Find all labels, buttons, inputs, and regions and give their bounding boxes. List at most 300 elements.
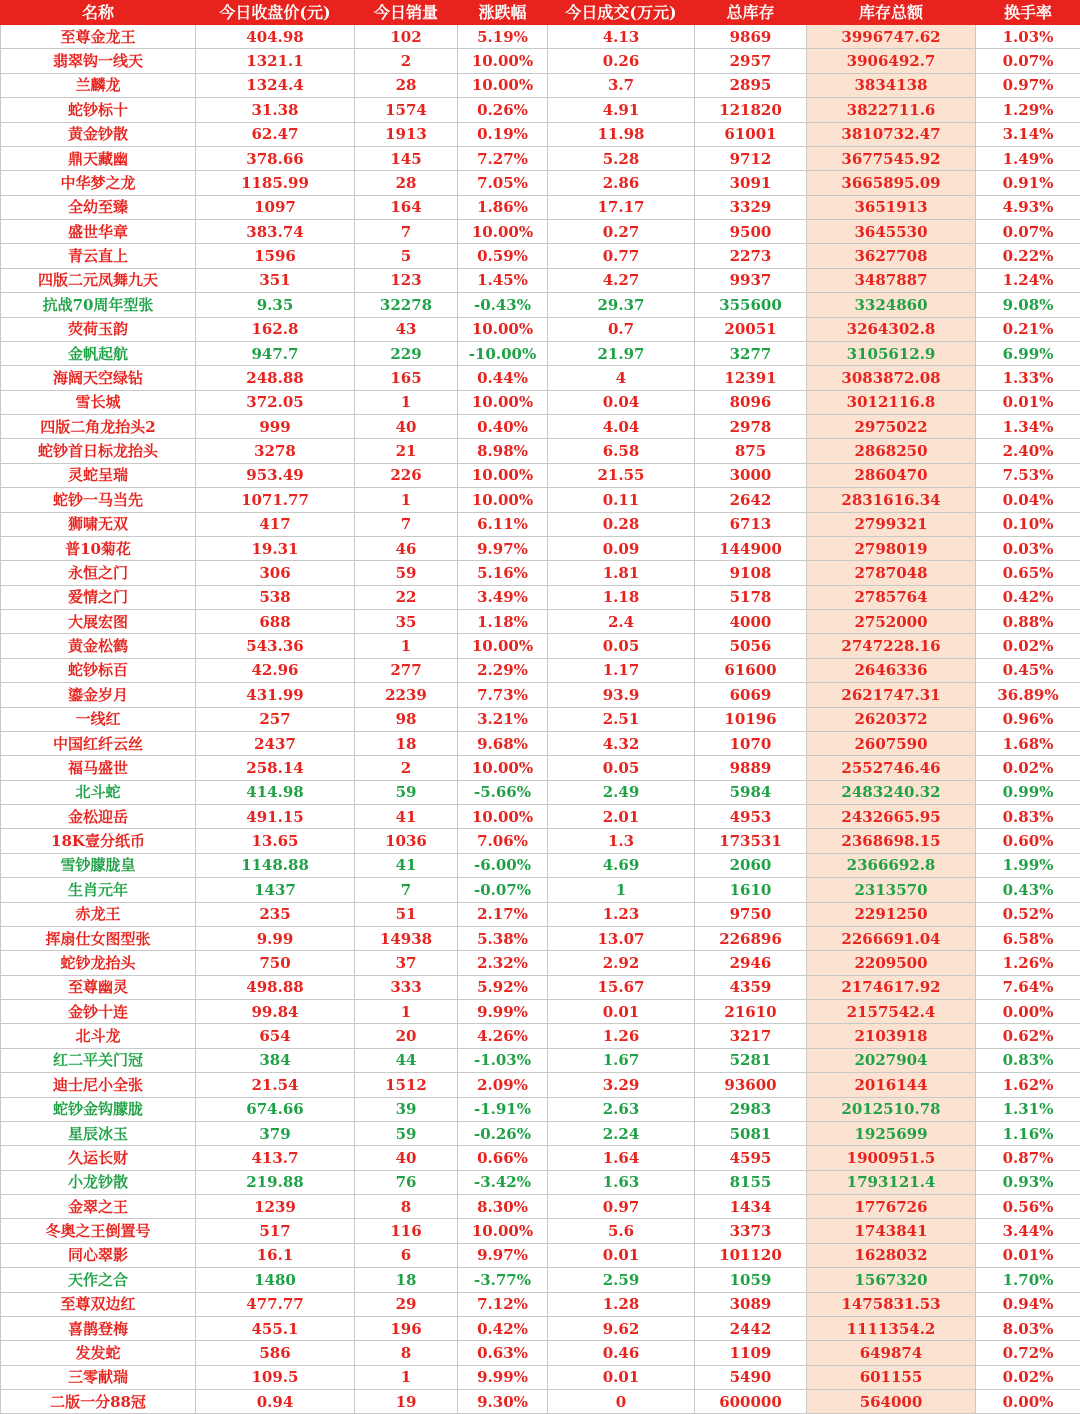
- cell-name: 蛇钞龙抬头: [1, 951, 196, 975]
- cell-name: 翡翠钩一线天: [1, 49, 196, 73]
- cell-sales-volume: 1036: [355, 829, 458, 853]
- cell-total-stock: 9937: [695, 268, 807, 292]
- cell-stock-total-value: 2483240.32: [807, 780, 976, 804]
- cell-total-stock: 600000: [695, 1390, 807, 1414]
- table-row: [1, 146, 1080, 170]
- table-row: [1, 317, 1080, 341]
- cell-total-stock: 1059: [695, 1268, 807, 1292]
- cell-turnover-amount: 15.67: [548, 975, 695, 999]
- cell-sales-volume: 14938: [355, 926, 458, 950]
- cell-turnover-amount: 0.09: [548, 536, 695, 560]
- cell-total-stock: 9889: [695, 756, 807, 780]
- table-row: [1, 122, 1080, 146]
- cell-close-price: 543.36: [196, 634, 355, 658]
- cell-stock-total-value: 1628032: [807, 1243, 976, 1267]
- cell-change-pct: -0.43%: [458, 293, 548, 317]
- cell-change-pct: 7.06%: [458, 829, 548, 853]
- cell-turnover-amount: 0.01: [548, 1243, 695, 1267]
- cell-name: 北斗蛇: [1, 780, 196, 804]
- cell-turnover-rate: 0.87%: [976, 1146, 1080, 1170]
- cell-total-stock: 8096: [695, 390, 807, 414]
- cell-sales-volume: 7: [355, 512, 458, 536]
- cell-change-pct: 10.00%: [458, 805, 548, 829]
- cell-close-price: 1239: [196, 1195, 355, 1219]
- cell-total-stock: 121820: [695, 98, 807, 122]
- table-row: [1, 341, 1080, 365]
- cell-close-price: 455.1: [196, 1316, 355, 1340]
- cell-turnover-rate: 7.64%: [976, 975, 1080, 999]
- cell-sales-volume: 1: [355, 634, 458, 658]
- cell-name: 星辰冰玉: [1, 1121, 196, 1145]
- cell-change-pct: 5.19%: [458, 25, 548, 49]
- cell-total-stock: 61600: [695, 658, 807, 682]
- cell-name: 至尊双边红: [1, 1292, 196, 1316]
- table-row: [1, 1243, 1080, 1267]
- cell-name: 兰麟龙: [1, 73, 196, 97]
- cell-total-stock: 4953: [695, 805, 807, 829]
- cell-sales-volume: 165: [355, 366, 458, 390]
- cell-close-price: 688: [196, 610, 355, 634]
- cell-name: 挥扇仕女图型张: [1, 926, 196, 950]
- cell-name: 普10菊花: [1, 536, 196, 560]
- cell-stock-total-value: 649874: [807, 1341, 976, 1365]
- cell-stock-total-value: 2975022: [807, 415, 976, 439]
- cell-turnover-amount: 9.62: [548, 1316, 695, 1340]
- cell-sales-volume: 333: [355, 975, 458, 999]
- cell-sales-volume: 20: [355, 1024, 458, 1048]
- cell-sales-volume: 7: [355, 878, 458, 902]
- cell-close-price: 235: [196, 902, 355, 926]
- cell-name: 雪长城: [1, 390, 196, 414]
- cell-total-stock: 93600: [695, 1073, 807, 1097]
- cell-close-price: 1596: [196, 244, 355, 268]
- cell-name: 雪钞朦胧皇: [1, 853, 196, 877]
- cell-close-price: 21.54: [196, 1073, 355, 1097]
- cell-name: 小龙钞散: [1, 1170, 196, 1194]
- cell-turnover-rate: 0.52%: [976, 902, 1080, 926]
- cell-turnover-amount: 2.24: [548, 1121, 695, 1145]
- cell-stock-total-value: 3324860: [807, 293, 976, 317]
- cell-turnover-rate: 8.03%: [976, 1316, 1080, 1340]
- cell-close-price: 1321.1: [196, 49, 355, 73]
- cell-change-pct: -0.07%: [458, 878, 548, 902]
- cell-close-price: 1324.4: [196, 73, 355, 97]
- cell-sales-volume: 123: [355, 268, 458, 292]
- cell-turnover-amount: 6.58: [548, 439, 695, 463]
- cell-close-price: 248.88: [196, 366, 355, 390]
- cell-sales-volume: 59: [355, 561, 458, 585]
- cell-turnover-amount: 0.77: [548, 244, 695, 268]
- cell-turnover-amount: 29.37: [548, 293, 695, 317]
- table-row: [1, 805, 1080, 829]
- cell-turnover-rate: 3.14%: [976, 122, 1080, 146]
- cell-stock-total-value: 3083872.08: [807, 366, 976, 390]
- cell-sales-volume: 18: [355, 1268, 458, 1292]
- cell-sales-volume: 5: [355, 244, 458, 268]
- cell-turnover-amount: 0: [548, 1390, 695, 1414]
- cell-sales-volume: 229: [355, 341, 458, 365]
- cell-sales-volume: 6: [355, 1243, 458, 1267]
- cell-stock-total-value: 2785764: [807, 585, 976, 609]
- table-row: [1, 1121, 1080, 1145]
- cell-sales-volume: 37: [355, 951, 458, 975]
- cell-stock-total-value: 3645530: [807, 220, 976, 244]
- cell-turnover-rate: 0.07%: [976, 220, 1080, 244]
- cell-turnover-rate: 0.03%: [976, 536, 1080, 560]
- cell-name: 狮啸无双: [1, 512, 196, 536]
- cell-sales-volume: 51: [355, 902, 458, 926]
- cell-change-pct: 9.97%: [458, 1243, 548, 1267]
- cell-name: 四版二元凤舞九天: [1, 268, 196, 292]
- cell-change-pct: 2.29%: [458, 658, 548, 682]
- table-row: [1, 1073, 1080, 1097]
- cell-total-stock: 2273: [695, 244, 807, 268]
- table-row: [1, 366, 1080, 390]
- cell-sales-volume: 40: [355, 1146, 458, 1170]
- cell-name: 蛇钞标百: [1, 658, 196, 682]
- cell-stock-total-value: 1111354.2: [807, 1316, 976, 1340]
- cell-change-pct: 2.17%: [458, 902, 548, 926]
- cell-name: 爱情之门: [1, 585, 196, 609]
- cell-close-price: 517: [196, 1219, 355, 1243]
- cell-stock-total-value: 2157542.4: [807, 1000, 976, 1024]
- cell-total-stock: 10196: [695, 707, 807, 731]
- cell-turnover-rate: 1.31%: [976, 1097, 1080, 1121]
- cell-stock-total-value: 3810732.47: [807, 122, 976, 146]
- cell-change-pct: 5.92%: [458, 975, 548, 999]
- cell-close-price: 383.74: [196, 220, 355, 244]
- table-row: [1, 220, 1080, 244]
- cell-name: 青云直上: [1, 244, 196, 268]
- cell-sales-volume: 40: [355, 415, 458, 439]
- cell-change-pct: -0.26%: [458, 1121, 548, 1145]
- table-row: [1, 1048, 1080, 1072]
- cell-close-price: 404.98: [196, 25, 355, 49]
- cell-turnover-rate: 0.97%: [976, 73, 1080, 97]
- cell-total-stock: 3329: [695, 195, 807, 219]
- cell-turnover-amount: 21.55: [548, 463, 695, 487]
- cell-close-price: 1185.99: [196, 171, 355, 195]
- cell-turnover-rate: 6.99%: [976, 341, 1080, 365]
- cell-turnover-rate: 1.49%: [976, 146, 1080, 170]
- table-row: [1, 658, 1080, 682]
- cell-turnover-rate: 0.04%: [976, 488, 1080, 512]
- cell-turnover-rate: 1.33%: [976, 366, 1080, 390]
- cell-name: 二版一分88冠: [1, 1390, 196, 1414]
- cell-stock-total-value: 1743841: [807, 1219, 976, 1243]
- cell-turnover-amount: 4.32: [548, 731, 695, 755]
- cell-close-price: 62.47: [196, 122, 355, 146]
- cell-stock-total-value: 2607590: [807, 731, 976, 755]
- cell-sales-volume: 164: [355, 195, 458, 219]
- cell-sales-volume: 35: [355, 610, 458, 634]
- cell-sales-volume: 28: [355, 171, 458, 195]
- cell-name: 蛇钞标十: [1, 98, 196, 122]
- table-row: [1, 488, 1080, 512]
- cell-total-stock: 61001: [695, 122, 807, 146]
- cell-sales-volume: 1512: [355, 1073, 458, 1097]
- cell-stock-total-value: 1925699: [807, 1121, 976, 1145]
- cell-name: 至尊幽灵: [1, 975, 196, 999]
- cell-turnover-rate: 1.26%: [976, 951, 1080, 975]
- table-row: [1, 1000, 1080, 1024]
- column-header-turnover-rate: 换手率: [976, 1, 1080, 25]
- cell-sales-volume: 8: [355, 1195, 458, 1219]
- cell-total-stock: 1070: [695, 731, 807, 755]
- cell-turnover-rate: 1.03%: [976, 25, 1080, 49]
- cell-total-stock: 1109: [695, 1341, 807, 1365]
- cell-close-price: 378.66: [196, 146, 355, 170]
- cell-turnover-amount: 2.86: [548, 171, 695, 195]
- cell-turnover-amount: 0.05: [548, 756, 695, 780]
- cell-name: 至尊金龙王: [1, 25, 196, 49]
- cell-change-pct: -5.66%: [458, 780, 548, 804]
- cell-name: 迪士尼小全张: [1, 1073, 196, 1097]
- cell-close-price: 947.7: [196, 341, 355, 365]
- cell-stock-total-value: 601155: [807, 1365, 976, 1389]
- cell-stock-total-value: 3264302.8: [807, 317, 976, 341]
- cell-total-stock: 5281: [695, 1048, 807, 1072]
- cell-change-pct: 8.98%: [458, 439, 548, 463]
- cell-turnover-rate: 1.62%: [976, 1073, 1080, 1097]
- cell-close-price: 13.65: [196, 829, 355, 853]
- cell-turnover-amount: 1.17: [548, 658, 695, 682]
- cell-total-stock: 6069: [695, 683, 807, 707]
- cell-turnover-rate: 0.01%: [976, 1243, 1080, 1267]
- cell-sales-volume: 1: [355, 1000, 458, 1024]
- cell-name: 盛世华章: [1, 220, 196, 244]
- cell-change-pct: 1.18%: [458, 610, 548, 634]
- column-header-total-stock: 总库存: [695, 1, 807, 25]
- cell-turnover-amount: 4.27: [548, 268, 695, 292]
- cell-turnover-rate: 6.58%: [976, 926, 1080, 950]
- cell-close-price: 1071.77: [196, 488, 355, 512]
- cell-close-price: 9.99: [196, 926, 355, 950]
- cell-name: 鎏金岁月: [1, 683, 196, 707]
- cell-total-stock: 5178: [695, 585, 807, 609]
- cell-close-price: 379: [196, 1121, 355, 1145]
- cell-name: 福马盛世: [1, 756, 196, 780]
- cell-stock-total-value: 3012116.8: [807, 390, 976, 414]
- cell-turnover-rate: 0.02%: [976, 1365, 1080, 1389]
- cell-sales-volume: 43: [355, 317, 458, 341]
- cell-stock-total-value: 2174617.92: [807, 975, 976, 999]
- table-row: [1, 1292, 1080, 1316]
- cell-sales-volume: 102: [355, 25, 458, 49]
- cell-total-stock: 5056: [695, 634, 807, 658]
- cell-name: 一线红: [1, 707, 196, 731]
- cell-change-pct: 0.63%: [458, 1341, 548, 1365]
- cell-turnover-amount: 5.6: [548, 1219, 695, 1243]
- cell-change-pct: 10.00%: [458, 317, 548, 341]
- cell-turnover-rate: 0.83%: [976, 805, 1080, 829]
- cell-sales-volume: 1: [355, 488, 458, 512]
- table-row: [1, 1195, 1080, 1219]
- cell-name: 红二平关门冠: [1, 1048, 196, 1072]
- cell-close-price: 0.94: [196, 1390, 355, 1414]
- cell-turnover-rate: 1.29%: [976, 98, 1080, 122]
- cell-turnover-amount: 13.07: [548, 926, 695, 950]
- cell-total-stock: 3277: [695, 341, 807, 365]
- cell-turnover-amount: 4.69: [548, 853, 695, 877]
- cell-turnover-rate: 1.16%: [976, 1121, 1080, 1145]
- cell-sales-volume: 41: [355, 805, 458, 829]
- cell-name: 北斗龙: [1, 1024, 196, 1048]
- cell-total-stock: 173531: [695, 829, 807, 853]
- cell-stock-total-value: 2747228.16: [807, 634, 976, 658]
- cell-turnover-amount: 4.13: [548, 25, 695, 49]
- cell-stock-total-value: 1793121.4: [807, 1170, 976, 1194]
- cell-change-pct: 7.12%: [458, 1292, 548, 1316]
- cell-turnover-amount: 4: [548, 366, 695, 390]
- cell-close-price: 3278: [196, 439, 355, 463]
- cell-change-pct: -1.03%: [458, 1048, 548, 1072]
- cell-stock-total-value: 2552746.46: [807, 756, 976, 780]
- cell-stock-total-value: 3834138: [807, 73, 976, 97]
- cell-change-pct: 0.40%: [458, 415, 548, 439]
- cell-close-price: 1437: [196, 878, 355, 902]
- cell-turnover-amount: 3.29: [548, 1073, 695, 1097]
- cell-close-price: 491.15: [196, 805, 355, 829]
- table-row: [1, 390, 1080, 414]
- cell-turnover-rate: 0.01%: [976, 390, 1080, 414]
- table-row: [1, 268, 1080, 292]
- cell-turnover-amount: 4.91: [548, 98, 695, 122]
- cell-change-pct: 8.30%: [458, 1195, 548, 1219]
- cell-stock-total-value: 3105612.9: [807, 341, 976, 365]
- cell-total-stock: 4000: [695, 610, 807, 634]
- cell-name: 18K壹分纸币: [1, 829, 196, 853]
- cell-turnover-rate: 0.02%: [976, 634, 1080, 658]
- cell-sales-volume: 19: [355, 1390, 458, 1414]
- cell-change-pct: 10.00%: [458, 488, 548, 512]
- cell-turnover-rate: 0.02%: [976, 756, 1080, 780]
- cell-change-pct: -3.42%: [458, 1170, 548, 1194]
- table-row: [1, 98, 1080, 122]
- cell-change-pct: 0.19%: [458, 122, 548, 146]
- cell-change-pct: 10.00%: [458, 756, 548, 780]
- cell-total-stock: 2946: [695, 951, 807, 975]
- cell-sales-volume: 196: [355, 1316, 458, 1340]
- table-row: [1, 878, 1080, 902]
- table-row: [1, 926, 1080, 950]
- cell-name: 灵蛇呈瑞: [1, 463, 196, 487]
- cell-stock-total-value: 2366692.8: [807, 853, 976, 877]
- cell-close-price: 413.7: [196, 1146, 355, 1170]
- cell-turnover-rate: 0.00%: [976, 1390, 1080, 1414]
- table-row: [1, 1097, 1080, 1121]
- cell-change-pct: 6.11%: [458, 512, 548, 536]
- cell-stock-total-value: 1776726: [807, 1195, 976, 1219]
- table-row: [1, 1024, 1080, 1048]
- cell-change-pct: 10.00%: [458, 220, 548, 244]
- cell-change-pct: 10.00%: [458, 634, 548, 658]
- cell-close-price: 417: [196, 512, 355, 536]
- cell-sales-volume: 145: [355, 146, 458, 170]
- cell-turnover-rate: 0.45%: [976, 658, 1080, 682]
- cell-close-price: 257: [196, 707, 355, 731]
- cell-change-pct: 9.68%: [458, 731, 548, 755]
- cell-turnover-amount: 0.04: [548, 390, 695, 414]
- table-row: [1, 634, 1080, 658]
- cell-close-price: 1480: [196, 1268, 355, 1292]
- cell-turnover-amount: 11.98: [548, 122, 695, 146]
- cell-sales-volume: 44: [355, 1048, 458, 1072]
- cell-total-stock: 2895: [695, 73, 807, 97]
- cell-close-price: 109.5: [196, 1365, 355, 1389]
- cell-total-stock: 2978: [695, 415, 807, 439]
- cell-change-pct: 1.45%: [458, 268, 548, 292]
- cell-sales-volume: 1: [355, 390, 458, 414]
- cell-total-stock: 3089: [695, 1292, 807, 1316]
- cell-close-price: 750: [196, 951, 355, 975]
- cell-stock-total-value: 1900951.5: [807, 1146, 976, 1170]
- cell-sales-volume: 226: [355, 463, 458, 487]
- cell-change-pct: -3.77%: [458, 1268, 548, 1292]
- cell-name: 蛇钞首日标龙抬头: [1, 439, 196, 463]
- column-header-close-price: 今日收盘价(元): [196, 1, 355, 25]
- cell-turnover-amount: 17.17: [548, 195, 695, 219]
- cell-total-stock: 9108: [695, 561, 807, 585]
- cell-change-pct: 5.38%: [458, 926, 548, 950]
- cell-sales-volume: 116: [355, 1219, 458, 1243]
- cell-stock-total-value: 2799321: [807, 512, 976, 536]
- cell-close-price: 42.96: [196, 658, 355, 682]
- cell-stock-total-value: 2291250: [807, 902, 976, 926]
- cell-turnover-amount: 0.27: [548, 220, 695, 244]
- cell-turnover-amount: 0.11: [548, 488, 695, 512]
- cell-stock-total-value: 2266691.04: [807, 926, 976, 950]
- cell-change-pct: 9.97%: [458, 536, 548, 560]
- cell-turnover-rate: 4.93%: [976, 195, 1080, 219]
- cell-sales-volume: 32278: [355, 293, 458, 317]
- cell-stock-total-value: 3906492.7: [807, 49, 976, 73]
- cell-stock-total-value: 2787048: [807, 561, 976, 585]
- table-row: [1, 683, 1080, 707]
- cell-total-stock: 2442: [695, 1316, 807, 1340]
- table-row: [1, 439, 1080, 463]
- cell-turnover-amount: 2.92: [548, 951, 695, 975]
- table-row: [1, 49, 1080, 73]
- cell-stock-total-value: 2209500: [807, 951, 976, 975]
- cell-change-pct: 9.99%: [458, 1000, 548, 1024]
- cell-change-pct: -10.00%: [458, 341, 548, 365]
- cell-total-stock: 355600: [695, 293, 807, 317]
- cell-turnover-amount: 0.01: [548, 1000, 695, 1024]
- cell-name: 生肖元年: [1, 878, 196, 902]
- cell-change-pct: 5.16%: [458, 561, 548, 585]
- cell-name: 同心翠影: [1, 1243, 196, 1267]
- table-row: [1, 707, 1080, 731]
- cell-turnover-rate: 3.44%: [976, 1219, 1080, 1243]
- cell-close-price: 351: [196, 268, 355, 292]
- cell-turnover-rate: 0.42%: [976, 585, 1080, 609]
- cell-close-price: 538: [196, 585, 355, 609]
- cell-name: 金钞十连: [1, 1000, 196, 1024]
- cell-sales-volume: 7: [355, 220, 458, 244]
- table-row: [1, 512, 1080, 536]
- table-row: [1, 975, 1080, 999]
- cell-name: 海阔天空绿钻: [1, 366, 196, 390]
- cell-total-stock: 6713: [695, 512, 807, 536]
- cell-close-price: 258.14: [196, 756, 355, 780]
- cell-turnover-amount: 2.63: [548, 1097, 695, 1121]
- cell-turnover-rate: 0.00%: [976, 1000, 1080, 1024]
- cell-change-pct: 0.26%: [458, 98, 548, 122]
- cell-turnover-rate: 9.08%: [976, 293, 1080, 317]
- cell-sales-volume: 2239: [355, 683, 458, 707]
- cell-sales-volume: 1: [355, 1365, 458, 1389]
